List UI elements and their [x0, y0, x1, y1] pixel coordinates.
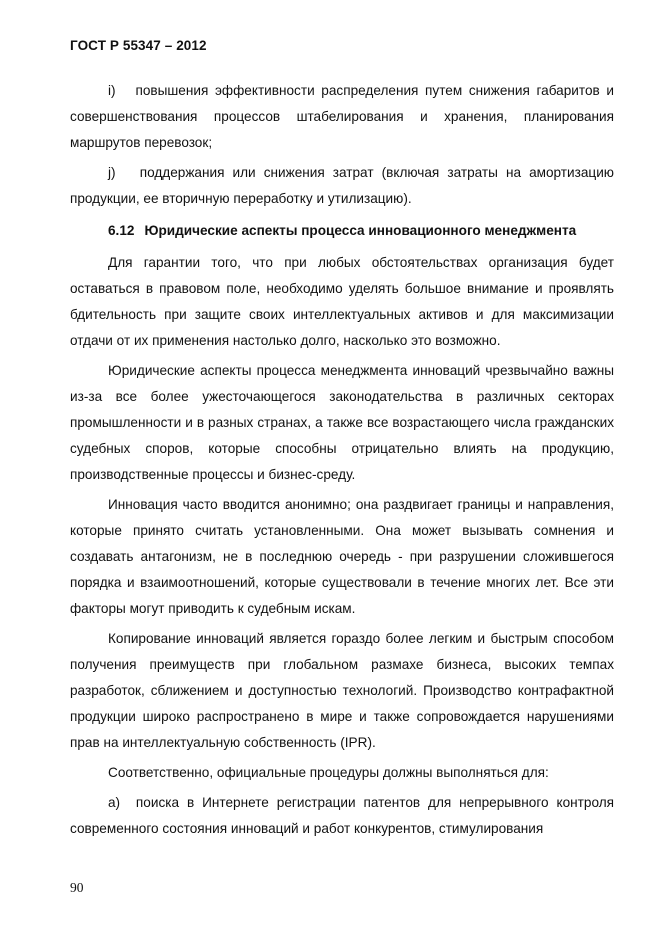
- list-item-a: а) поиска в Интернете регистрации патентов для непрерывного контроля современного состояния инноваций и работ конкурентов, стимулирования: [70, 795, 614, 836]
- section-heading: [70, 218, 614, 244]
- paragraph-legal-aspects: Юридические аспекты процесса менеджмента инноваций чрезвычайно важны из-за все более ужесточающегося законодательства в различных секторах промышленности и в разных странах, а также все возрастающего числа гражданских судебных споров, которые способны отрицательно влиять на продукцию, производственные процессы и бизнес-среду.: [70, 363, 614, 482]
- page-body: [70, 78, 614, 846]
- document-header: ГОСТ Р 55347 – 2012: [70, 38, 207, 53]
- list-item-i: i) повышения эффективности распределения путем снижения габаритов и совершенствования процессов штабелирования и хранения, планирования маршрутов перевозок;: [70, 83, 614, 150]
- paragraph-legal-guarantee: Для гарантии того, что при любых обстоятельствах организация будет оставаться в правовом поле, необходимо уделять большое внимание и проявлять бдительность при защите своих интеллектуальных активов и для максимизации отдачи от их применения настолько долго, насколько это возможно.: [70, 255, 614, 348]
- page-number: 90: [70, 880, 84, 895]
- paragraph-innovation-anonymous: Инновация часто вводится анонимно; она раздвигает границы и направления, которые принято считать установленными. Она может вызывать сомнения и создавать антагонизм, не в последнюю очередь - при разрушении сложившегося порядка и взаимоотношений, которые существовали в течение многих лет. Все эти факторы могут приводить к судебным искам.: [70, 497, 614, 616]
- section-number: 6.12: [108, 223, 135, 238]
- section-title: Юридические аспекты процесса инновационного менеджмента: [144, 223, 577, 238]
- paragraph-copying-innovations: Копирование инноваций является гораздо более легким и быстрым способом получения преимуществ при глобальном размахе бизнеса, высоких темпах разработок, сближением и доступностью технологий. Производство контрафактной продукции широко распространено в мире и также сопровождается нарушениями прав на интеллектуальную собственность (IPR).: [70, 631, 614, 750]
- list-item-j: j) поддержания или снижения затрат (включая затраты на амортизацию продукции, ее вторичную переработку и утилизацию).: [70, 165, 614, 206]
- paragraph-procedures-intro: Соответственно, официальные процедуры должны выполняться для:: [108, 765, 549, 780]
